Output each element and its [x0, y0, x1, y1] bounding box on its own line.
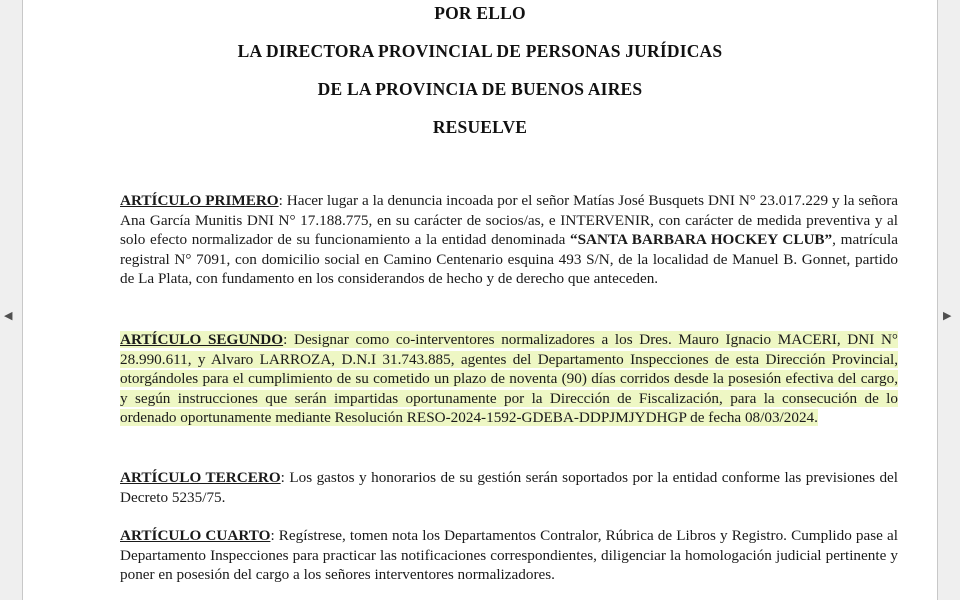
previous-page-icon[interactable]: ◀ — [4, 309, 13, 322]
article-cuarto-text: : Regístrese, tomen nota los Departamentos Contralor, Rúbrica de Libros y Registro. Cumplido pase al Departamento Inspecciones para practicar las notificaciones correspondientes, diligenciar la homologación judicial pertinente y poner en posesión del cargo a los señores interventores normalizadores. — [120, 527, 898, 583]
article-tercero-text: : Los gastos y honorarios de su gestión serán soportados por la entidad conforme las previsiones del Decreto 5235/75. — [120, 469, 899, 506]
article-segundo-label: ARTÍCULO SEGUNDO — [120, 331, 284, 348]
heading-por-ello: POR ELLO — [434, 3, 526, 23]
document-page — [22, 0, 938, 600]
article-cuarto-label: ARTÍCULO CUARTO — [120, 527, 271, 544]
left-gutter — [0, 0, 22, 600]
article-primero-text-after: , matrícula registral N° 7091, con domicilio social en Camino Centenario esquina 493 S/N, de la localidad de Manuel B. Gonnet, partido de La Plata, con fundamento en los considerandos de hecho y de derecho que anteceden. — [120, 231, 898, 287]
article-segundo — [120, 330, 898, 428]
article-tercero-label: ARTÍCULO TERCERO — [120, 469, 281, 486]
heading-directora: LA DIRECTORA PROVINCIAL DE PERSONAS JURÍDICAS — [237, 41, 723, 61]
article-tercero — [120, 468, 898, 507]
article-segundo-highlight — [120, 331, 898, 426]
heading-resuelve: RESUELVE — [432, 117, 528, 137]
article-primero-text-before: : Hacer lugar a la denuncia incoada por el señor Matías José Busquets DNI N° 23.017.229 y la señora Ana García Munitis DNI N° 17.188.775, en su carácter de socios/as, e INTERVENIR, con carácter de medida preventiva y al solo efecto normalizador de su funcionamiento a la entidad denominada — [120, 192, 898, 248]
article-primero-label: ARTÍCULO PRIMERO — [120, 192, 279, 209]
article-primero — [120, 191, 898, 289]
right-gutter — [938, 0, 960, 600]
article-cuarto — [120, 526, 898, 585]
entity-name: “SANTA BARBARA HOCKEY CLUB” — [570, 231, 833, 248]
article-segundo-text: : Designar como co-interventores normalizadores a los Dres. Mauro Ignacio MACERI, DNI N° 28.990.611, y Alvaro LARROZA, D.N.I 31.743.885, agentes del Departamento Inspecciones de esta Dirección Provincial, otorgándoles para el cumplimiento de su cometido un plazo de noventa (90) días corridos desde la posesión efectiva del cargo, y según instrucciones que serán impartidas oportunamente por la Dirección de Fiscalización, para la consecución de lo ordenado oportunamente mediante Resolución RESO-2024-1592-GDEBA-DDPJMJYDHGP de fecha 08/03/2024. — [120, 331, 898, 426]
heading-provincia: DE LA PROVINCIA DE BUENOS AIRES — [317, 79, 643, 99]
next-page-icon[interactable]: ▶ — [943, 309, 952, 322]
